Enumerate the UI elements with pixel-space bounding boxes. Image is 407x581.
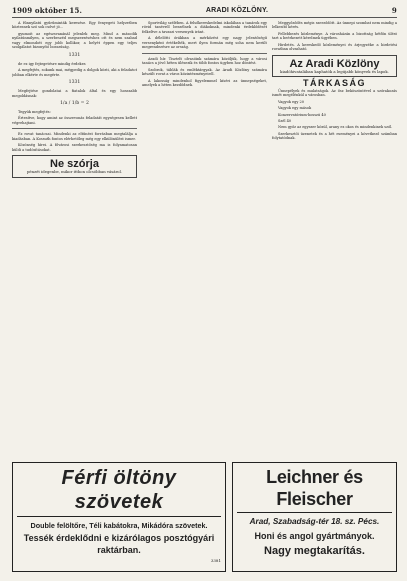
advertisement-row xyxy=(12,462,397,572)
list-item: Szél 40 xyxy=(278,119,292,124)
article-paragraph: Szobrok, táblák és emléktárgyak. Az Aradi Közlöny számára készült rovat a város közintézményeiről. xyxy=(142,67,267,77)
list-item: Konzervatórium-hosszú 40 xyxy=(278,112,326,117)
article-paragraph: Közönség hírei. A fővárosi szerkesztőség ma is folyamatosan küldi a tudósításokat. xyxy=(12,143,137,152)
list-item: Vagyok egy 20 xyxy=(278,99,305,104)
ad-headline: Az Aradi Közlöny xyxy=(289,57,380,70)
article-paragraph: Értesítve, hogy amint az összevonás feladatát egységesen kellett végrehajtani. xyxy=(12,116,137,125)
section-heading: TÁRKASÁG xyxy=(303,78,366,89)
ad-line: raktárban. xyxy=(97,545,141,555)
article-paragraph: Nem győz az egyszer közül, arany ez okos és mindenkinek szól. xyxy=(278,125,393,130)
list-item: Vagyok egy mások xyxy=(278,106,312,111)
inline-advertisement xyxy=(12,155,137,178)
tailor-advertisement xyxy=(12,462,226,572)
article-paragraph: Ez rovat tanácsai. Mindenki az eltűnést forrásban megtalálja a kiadásban. A Kossuth fontos elérhetőleg még egy elkülönülést ismer. xyxy=(12,132,137,141)
article-columns xyxy=(12,21,397,461)
ad-reference-number: 3381 xyxy=(210,558,221,563)
shop-advertisement xyxy=(232,462,397,572)
ad-line: Nagy megtakarítás. xyxy=(264,545,365,557)
inline-advertisement xyxy=(272,55,397,78)
article-paragraph: de ez igy fejtegetésre mindig érdekes xyxy=(18,61,86,66)
puzzle-formula: 1331 xyxy=(68,52,81,58)
ad-headline: Férfi öltöny szövetek xyxy=(17,466,221,517)
page-header xyxy=(12,3,397,18)
shop-name: Leichner és Fleischer xyxy=(237,466,392,513)
article-paragraph: Sportvilág szélében. A felsőkereskedelmi iskolában a tanárok egy rövid tanévről beszélnek a diákoknak, mindenki érdeklődését felkeltve a tavaszi versenyek iránt. xyxy=(142,21,267,34)
ad-line: Tessék érdeklődni e kizárólagos posztógyári xyxy=(23,533,215,543)
article-paragraph: Ünnepélyek és mulatságok. Az ősz beköszöntével a szórakozás ismét megélénkül a városban. xyxy=(272,88,397,98)
article-paragraph: Megfejtése gondolatai a fiatalok által és egy hosszabb megoldásnak: xyxy=(12,89,137,98)
puzzle-formula: 1331 xyxy=(68,80,81,86)
article-paragraph: A délelőtti órákban a mérkőzést egy nagy jelentőségű versenyként értékelték, mert ilyen formán még soha nem került megrendezésre az ország. xyxy=(142,36,267,50)
ad-line: Honi és angol gyártmányok. xyxy=(254,531,375,541)
article-paragraph: Tegyük megfejtés: xyxy=(18,109,51,114)
page-number: 9 xyxy=(391,5,397,15)
ad-text: kiadóhivatalában kaphatók a legújabb könyvek és lapok. xyxy=(280,68,389,74)
article-paragraph: Szerkesztői üzenetek és a hét eseményei a következő számban folytatódnak. xyxy=(272,131,397,141)
article-paragraph: A fűnnyilatú gyűrűminták keresése. Egy fenyegeti helyzetben köztesnek szó sok csővé jö… xyxy=(12,21,137,30)
article-paragraph: Meggyőződés mégis szerződött. Az ünnepi szombat nem mindig a lelkesítő kérés. xyxy=(272,21,397,30)
newspaper-title: ARADI KÖZLÖNY. xyxy=(205,6,269,14)
issue-date: 1909 október 15. xyxy=(12,5,83,15)
column-divider xyxy=(142,53,267,54)
ad-line: Double felöltőre, Téli kabátokra, Mikádóra szövetek. xyxy=(30,521,208,530)
article-paragraph: Aradi hír. Tisztelt olvasóink számára közöljük, hogy a városi tanács a jövő héten ülésezik és több fontos ügyben hoz döntést. xyxy=(142,56,267,66)
article-paragraph: gyumoit az egészsvanánál jelenlek meg. Mind a második nyilatúnmilyen, a szerbeszéd megszerzéséshez ott és nem szabad vagy elmondott egy jobb kollikor, a helyét éppen egy teljes szolgálatot bizonyító bosszúság. xyxy=(12,31,137,50)
column-3 xyxy=(272,21,397,461)
article-paragraph: A lakosság mindenhol figyelemmel kíséri az ünnepségeket, amelyek a héten kezdődnek. xyxy=(142,78,267,87)
column-divider xyxy=(12,128,137,129)
shop-address: Arad, Szabadság-tér 18. sz. Pécs. xyxy=(249,517,380,526)
column-1 xyxy=(12,21,137,461)
column-2 xyxy=(142,21,267,461)
article-paragraph: Fellebbezés közleménye. A városházán a bizottság hétfőn ülést tart a beérkezett kérelmek ügyében. xyxy=(272,31,397,41)
article-paragraph: Hirdetés. A kereskedő közleményei és árjegyzéke a hirdetési rovatban olvasható. xyxy=(272,42,397,52)
article-paragraph: A megfejtés, sokunk mai, mégpedig a dolgok közti, aki a feladatot jobban elkérte és megérte. xyxy=(12,68,137,77)
puzzle-formula: 1/a / 1/b = 2 xyxy=(60,100,89,106)
ad-text: pénzét idegenbe, mikor itthon olcsóbban vásárol. xyxy=(26,169,123,175)
ad-headline: Ne szórja xyxy=(50,158,99,171)
